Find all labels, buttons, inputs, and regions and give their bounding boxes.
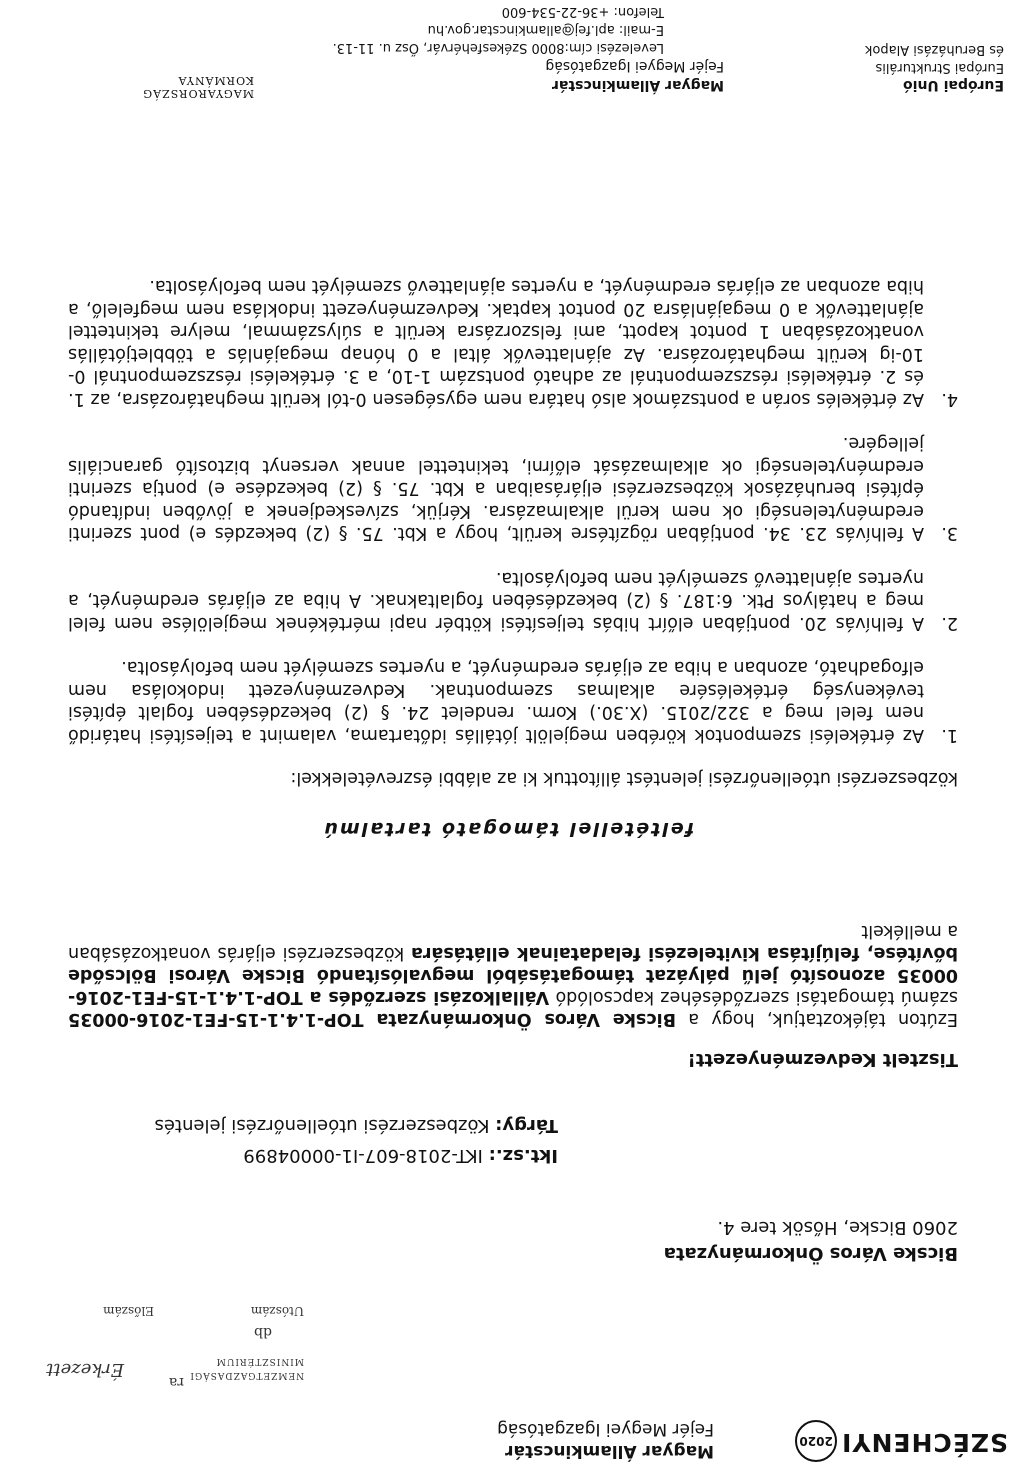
gov-line-1: MAGYARORSZÁG bbox=[142, 87, 254, 100]
findings-list bbox=[68, 253, 958, 746]
stamp-ministry-2: MINISZTÉRIUM bbox=[215, 1356, 304, 1366]
eu-cofund-label bbox=[865, 40, 1004, 94]
page-footer bbox=[0, 0, 1024, 100]
finding-text: A felhívás 23. 34. pontjában rögzítésre került, hogy a Kbt. 75. § (2) bekezdés e) pont szerinti eredménytelenségi ok nem kerül alkalmazásra. Kérjük, szíveskedjenek a jövőben indítandó építési beruházások közbeszerzési eljárásaiban a Kbt. 75. § (2) bekezdése e) pontja szerinti eredménytelenségi ok alkalmazását előírni, tekintettel annak versenyt biztosító garanciális jellegére. bbox=[68, 433, 924, 544]
logo-text: SZÉCHENYI bbox=[841, 1428, 1008, 1457]
report-type-heading: feltétellel támogató tartalmú bbox=[322, 818, 694, 840]
stamp-successor-label: Utószám bbox=[250, 1304, 304, 1318]
finding-number: 2. bbox=[941, 613, 958, 633]
stamp-preceding-label: Előszám bbox=[103, 1304, 154, 1318]
finding-number: 3. bbox=[941, 523, 958, 544]
iktsz-value: IKT-2018-607-I1-00004899 bbox=[243, 1145, 483, 1166]
szechenyi-2020-logo bbox=[795, 1420, 1008, 1462]
intro-part-2: számú támogatási szerződéséhez kapcsolódó bbox=[549, 987, 958, 1007]
intro-paragraph bbox=[68, 920, 958, 1030]
finding-item bbox=[68, 432, 958, 545]
finding-item bbox=[68, 567, 958, 635]
intro-part-3: közbeszerzési eljárás vonatkozásában a mellékelt bbox=[68, 921, 958, 963]
header-agency bbox=[497, 1418, 714, 1462]
footer-phone: Telefon: +36-22-534-600 bbox=[501, 4, 664, 19]
stamp-copies-label: db bbox=[254, 1324, 272, 1340]
addressee-address: 2060 Bicske, Hősök tere 4. bbox=[717, 1217, 958, 1238]
finding-number: 4. bbox=[941, 389, 958, 409]
intro-bold-2: Vállalkozási szerződés a TOP-1.4.1-15-FE1-2016-00035 azonosító jelű pályázat támogatásából megvalósítandó Bicske Városi Bölcsőde bővítése, felújítása kivitelezési feladatainak ellátására bbox=[68, 943, 958, 1007]
addressee-name: Bicske Város Önkormányzata bbox=[663, 1243, 958, 1264]
eu-fund-line-2: és Beruházási Alapok bbox=[864, 42, 1004, 57]
finding-item bbox=[68, 275, 958, 410]
iktsz-label: Ikt.sz.: bbox=[488, 1145, 558, 1166]
stamp-number-label: ra bbox=[168, 1374, 184, 1390]
reference-block bbox=[155, 1110, 558, 1170]
gov-line-2: KORMÁNYA bbox=[177, 74, 254, 87]
finding-text: Az értékelési szempontok körében megjelölt jótállás időtartama, valamint a teljesítési határidő nem felel meg a 322/2015. (X.30.) Korm. rendelet 24. § (2) bekezdésében foglalt építési tevékenység értékelésére alkalmas szempontnak. Kedvezményezett indokolása nem elfogadható, azonban a hiba az eljárás eredményét, a nyertes személyét nem befolyásolta. bbox=[68, 657, 924, 745]
footer-contact bbox=[333, 2, 664, 56]
stamp-ministry: NEMZETGAZDASÁGI bbox=[189, 1370, 304, 1380]
intro-part-1: Ezúton tájékoztatjuk, hogy a bbox=[675, 1009, 958, 1029]
header-agency-name: Magyar Államkincstár bbox=[505, 1441, 714, 1461]
subject-label: Tárgy: bbox=[495, 1115, 558, 1136]
header-agency-unit: Fejér Megyei Igazgatóság bbox=[497, 1419, 714, 1439]
footer-email: E-mail: apl.fej@allamkincstar.gov.hu bbox=[427, 22, 664, 37]
footer-agency-name: Magyar Államkincstár bbox=[552, 77, 724, 93]
addressee-block bbox=[664, 1214, 958, 1266]
eu-fund-line-1: Európai Strukturális bbox=[875, 60, 1004, 75]
footer-address: Levelezési cím:8000 Székesfehérvár, Ősz u. 11-13. bbox=[332, 40, 664, 55]
footer-agency-unit: Fejér Megyei Igazgatóság bbox=[545, 58, 724, 74]
subject-value: Közbeszerzési utóellenőrzési jelentés bbox=[154, 1115, 490, 1136]
finding-item bbox=[68, 656, 958, 746]
footer-agency bbox=[545, 56, 724, 94]
logo-year-badge: 2020 bbox=[795, 1420, 837, 1462]
finding-text: A felhívás 20. pontjában előírt hibás teljesítési kötbér napi mértékének megjelölése nem felel meg a hatályos Ptk. 6:187. § (2) bekezdésében foglaltaknak. A hiba az eljárás eredményét, a nyertes ajánlattevő személyét nem befolyásolta. bbox=[68, 568, 924, 633]
government-logo bbox=[142, 74, 254, 100]
lead-text: közbeszerzési utóellenőrzési jelentést állítottuk ki az alábbi észrevételekkel: bbox=[290, 768, 958, 788]
finding-text: Az értékelés során a pontszámok alsó határa nem egységesen 0-tól került meghatározásra, az 1. és 2. értékelési részszempontnál az adható pontszám 1-10, a 3. értékelési részszempontnál 0-10-ig került meghatározásra. Az ajánlattevők által a 0 hónap megajánlás a többletjótállás vonatkozásában 1 pontot kapott, ami felszorzásra került a súlyszámmal, melyre tekintettel ajánlattevők a 0 megajánlásra 20 pontot kaptak. Kedvezményezett indoklása nem megfelelő, a hiba azonban az eljárás eredményét, a nyertes ajánlattevő személyét nem befolyásolta. bbox=[68, 276, 924, 409]
salutation: Tisztelt Kedvezményezett! bbox=[687, 1049, 958, 1070]
eu-label: Európai Unió bbox=[903, 77, 1004, 93]
finding-number: 1. bbox=[941, 725, 958, 745]
stamp-received-label: Érkezett bbox=[46, 1359, 124, 1380]
intro-bold-1: Bicske Város Önkormányzata TOP-1.4.1-15-FE1-2016-00035 bbox=[68, 1009, 676, 1029]
